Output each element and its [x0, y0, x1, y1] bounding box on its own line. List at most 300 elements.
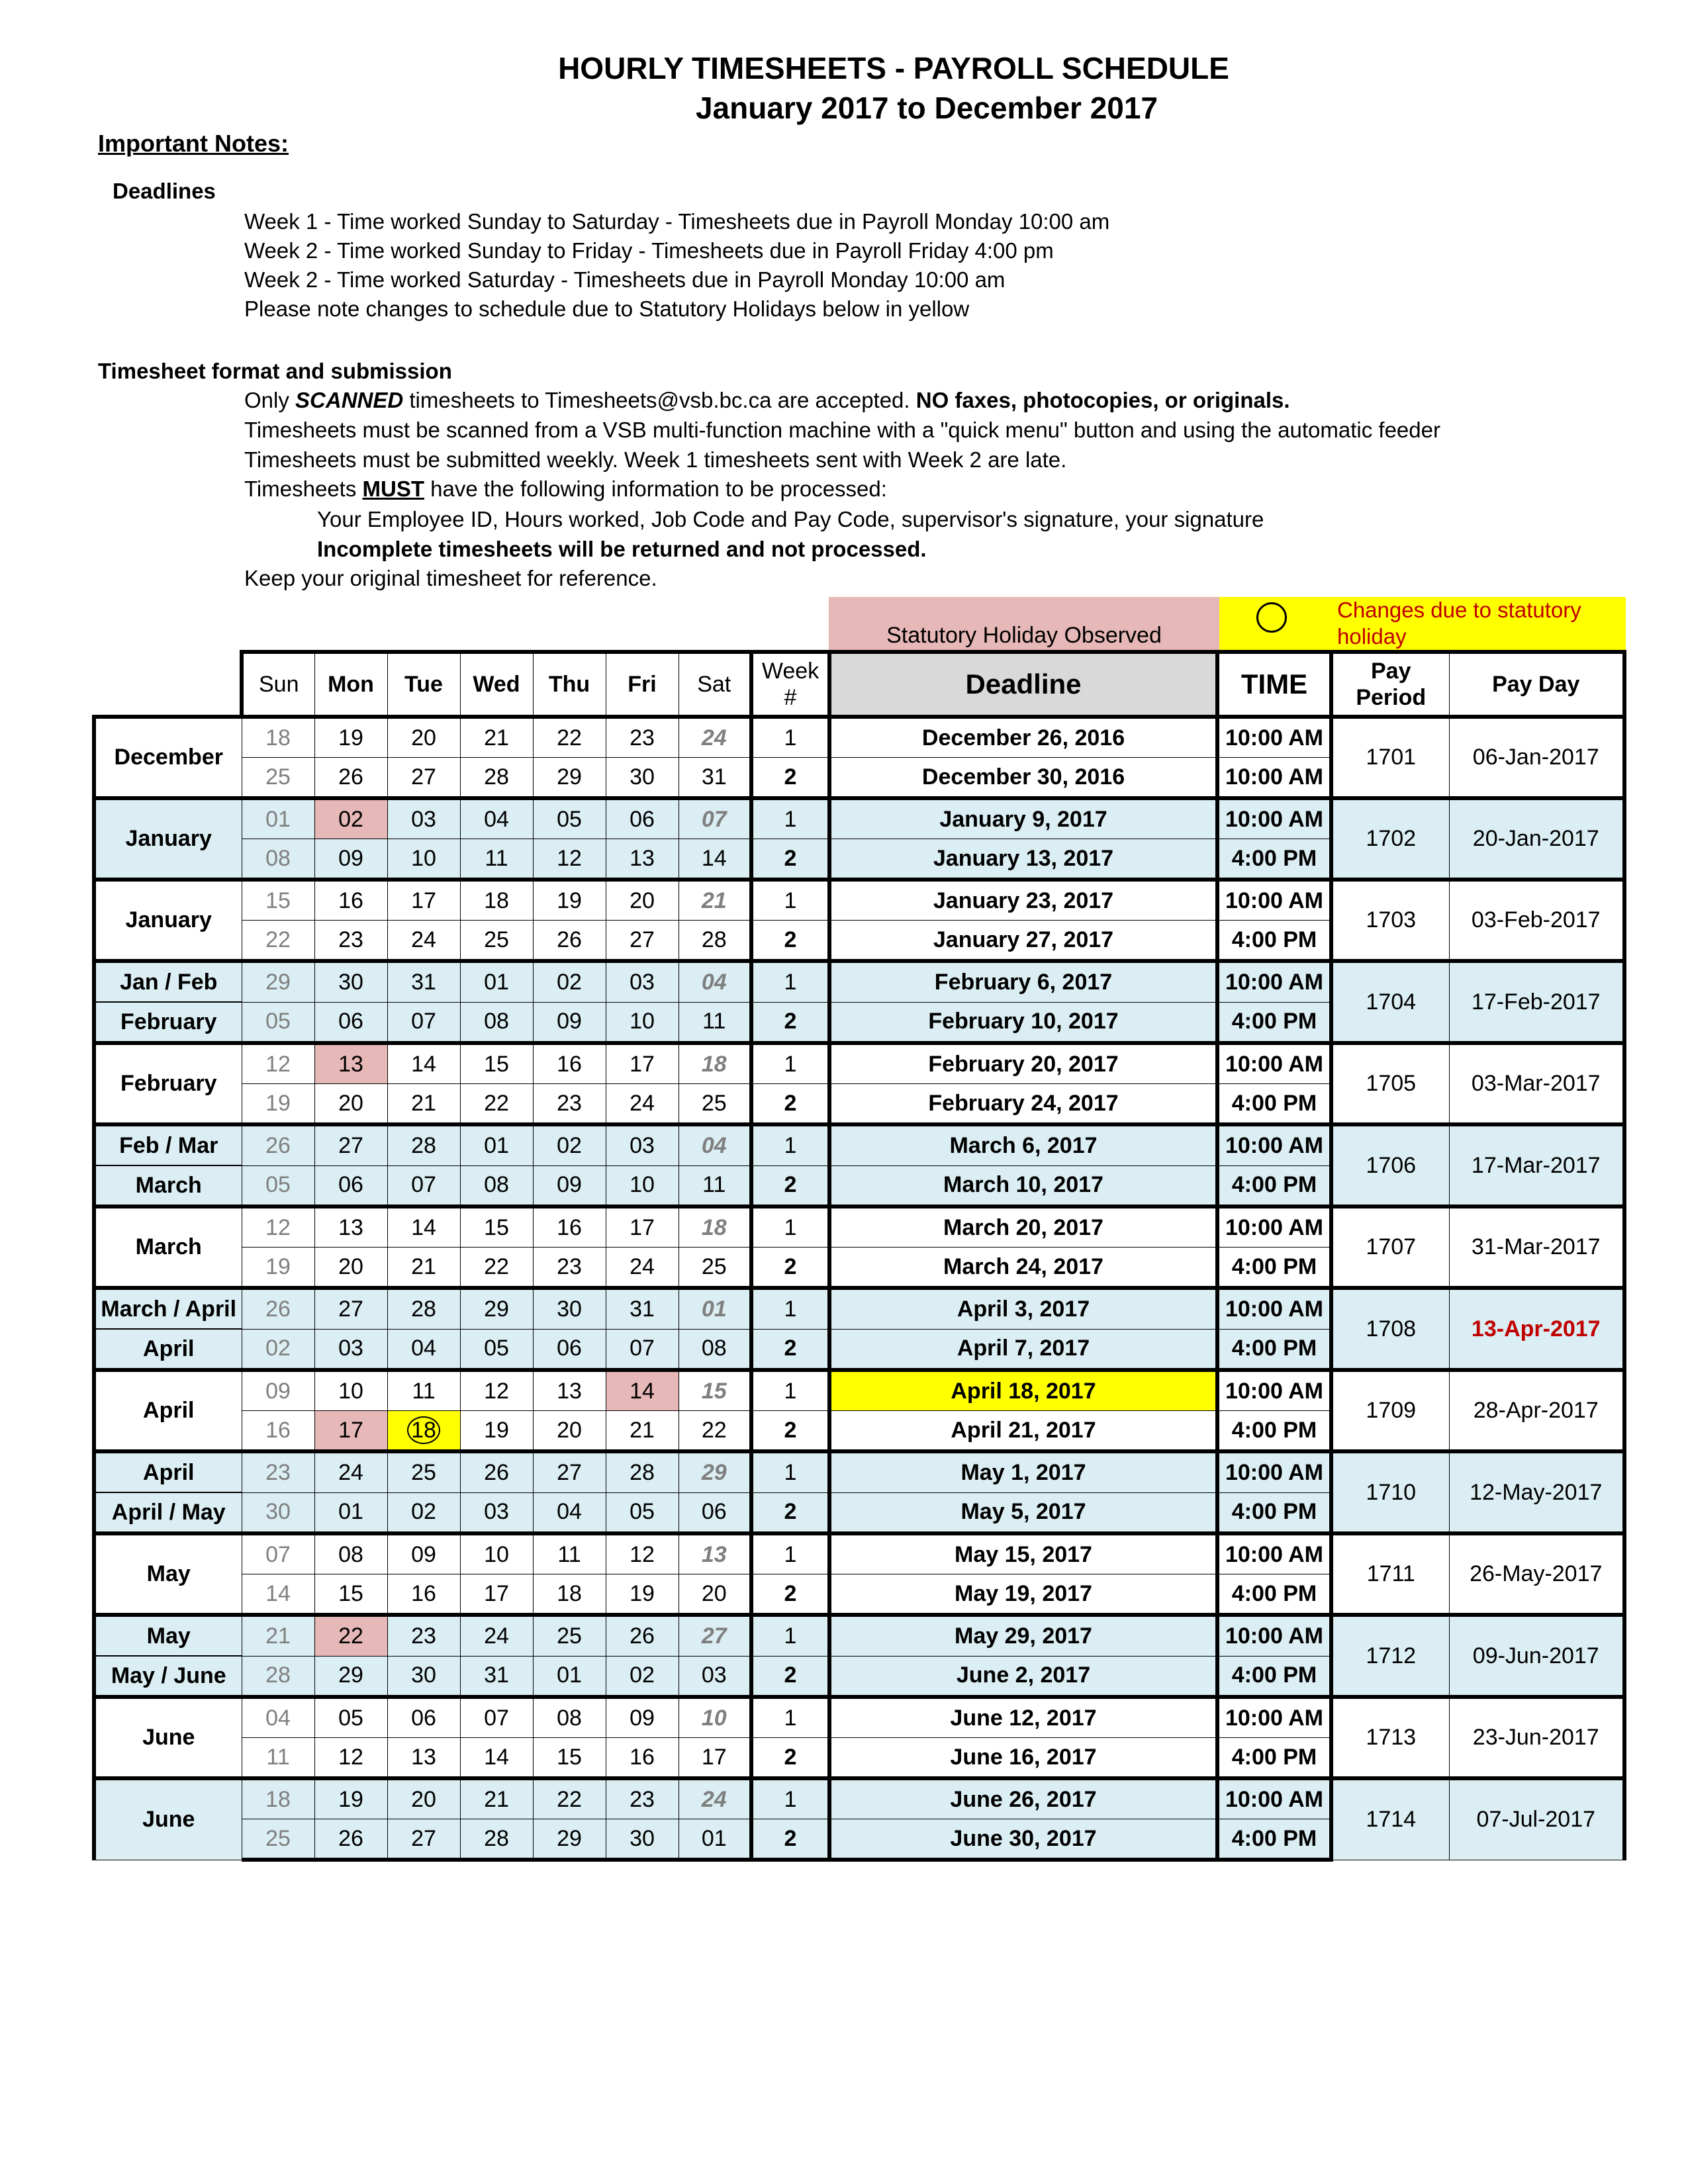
day-cell: 13	[314, 1043, 387, 1084]
day-cell: 18	[679, 1206, 751, 1248]
deadline-time: 4:00 PM	[1217, 1411, 1331, 1452]
notes-heading: Important Notes:	[98, 130, 289, 157]
day-cell: 20	[314, 1084, 387, 1125]
day-cell: 30	[242, 1492, 314, 1533]
table-row	[94, 1615, 1624, 1656]
day-cell: 26	[314, 758, 387, 799]
col-fri: Fri	[606, 652, 679, 717]
pay-period: 1701	[1331, 717, 1449, 798]
day-cell: 19	[533, 880, 606, 921]
col-time: TIME	[1217, 652, 1331, 717]
day-cell: 02	[387, 1492, 460, 1533]
day-cell: 16	[242, 1411, 314, 1452]
deadline-time: 4:00 PM	[1217, 1574, 1331, 1615]
day-cell: 20	[606, 880, 679, 921]
day-cell: 29	[314, 1656, 387, 1697]
deadline-note-2: Week 2 - Time worked Sunday to Friday - Timesheets due in Payroll Friday 4:00 pm	[244, 238, 1054, 263]
deadline-note-1: Week 1 - Time worked Sunday to Saturday - Timesheets due in Payroll Monday 10:00 am	[244, 209, 1110, 234]
day-cell: 29	[460, 1288, 533, 1329]
day-cell: 21	[242, 1615, 314, 1656]
day-cell: 18	[242, 1778, 314, 1819]
day-cell: 17	[606, 1206, 679, 1248]
deadline-time: 10:00 AM	[1217, 1615, 1331, 1656]
table-row	[94, 798, 1624, 839]
day-cell: 10	[460, 1533, 533, 1574]
week-number: 2	[751, 1411, 829, 1452]
pay-period: 1709	[1331, 1370, 1449, 1451]
deadline-date: January 23, 2017	[829, 880, 1217, 921]
col-week: Week #	[751, 652, 829, 717]
week-number: 2	[751, 1248, 829, 1289]
day-cell: 12	[606, 1533, 679, 1574]
day-cell: 31	[460, 1656, 533, 1697]
pay-day: 20-Jan-2017	[1449, 798, 1624, 880]
month-label: March	[94, 1206, 242, 1288]
day-cell: 16	[533, 1043, 606, 1084]
day-cell: 07	[606, 1329, 679, 1370]
day-cell: 07	[242, 1533, 314, 1574]
day-cell: 18	[533, 1574, 606, 1615]
table-row	[94, 1451, 1624, 1492]
deadline-date: April 3, 2017	[829, 1288, 1217, 1329]
day-cell: 21	[606, 1411, 679, 1452]
format-note-1-c: timesheets to Timesheets@vsb.bc.ca are accepted.	[403, 388, 916, 412]
format-note-4-a: Timesheets	[244, 477, 363, 501]
day-cell: 07	[387, 1002, 460, 1043]
week-number: 1	[751, 1043, 829, 1084]
day-cell: 26	[460, 1451, 533, 1492]
week-number: 2	[751, 1492, 829, 1533]
day-cell: 27	[533, 1451, 606, 1492]
day-cell: 16	[533, 1206, 606, 1248]
day-cell: 01	[460, 1124, 533, 1165]
deadline-date: June 2, 2017	[829, 1656, 1217, 1697]
day-cell: 24	[606, 1084, 679, 1125]
month-label: February	[94, 1043, 242, 1124]
pay-period: 1703	[1331, 880, 1449, 961]
day-cell: 05	[460, 1329, 533, 1370]
day-cell: 26	[314, 1819, 387, 1860]
day-cell: 14	[387, 1043, 460, 1084]
day-cell: 06	[314, 1165, 387, 1206]
format-note-4	[244, 477, 887, 502]
deadline-date: June 30, 2017	[829, 1819, 1217, 1860]
day-cell: 23	[314, 921, 387, 962]
day-cell: 13	[606, 839, 679, 880]
day-cell: 08	[242, 839, 314, 880]
pay-day: 03-Mar-2017	[1449, 1043, 1624, 1124]
deadline-time: 10:00 AM	[1217, 758, 1331, 799]
month-label: April	[94, 1370, 242, 1451]
day-cell: 15	[460, 1043, 533, 1084]
day-cell: 20	[387, 1778, 460, 1819]
day-cell: 09	[606, 1697, 679, 1738]
day-cell: 23	[606, 717, 679, 758]
day-cell: 09	[387, 1533, 460, 1574]
day-cell: 13	[679, 1533, 751, 1574]
day-cell: 27	[314, 1124, 387, 1165]
day-cell: 24	[460, 1615, 533, 1656]
col-sat: Sat	[679, 652, 751, 717]
week-number: 2	[751, 1084, 829, 1125]
deadline-time: 10:00 AM	[1217, 717, 1331, 758]
format-note-2: Timesheets must be scanned from a VSB multi-function machine with a "quick menu" button and using the automatic feeder	[244, 418, 1440, 442]
day-cell: 03	[314, 1329, 387, 1370]
table-row	[94, 1370, 1624, 1411]
format-note-7: Keep your original timesheet for reference.	[244, 566, 657, 590]
deadline-time: 10:00 AM	[1217, 961, 1331, 1002]
day-cell: 25	[460, 921, 533, 962]
day-cell: 22	[314, 1615, 387, 1656]
day-cell: 27	[606, 921, 679, 962]
day-cell: 30	[314, 961, 387, 1002]
month-label: April / May	[94, 1492, 242, 1533]
day-cell: 13	[314, 1206, 387, 1248]
day-cell: 01	[679, 1819, 751, 1860]
day-cell: 05	[606, 1492, 679, 1533]
week-number: 1	[751, 961, 829, 1002]
day-cell: 20	[679, 1574, 751, 1615]
table-row	[94, 1288, 1624, 1329]
month-label: May / June	[94, 1656, 242, 1697]
deadline-date: December 30, 2016	[829, 758, 1217, 799]
day-cell: 28	[387, 1288, 460, 1329]
deadline-date: January 27, 2017	[829, 921, 1217, 962]
deadline-time: 4:00 PM	[1217, 1819, 1331, 1860]
week-number: 1	[751, 1206, 829, 1248]
month-label: January	[94, 798, 242, 880]
day-cell: 09	[533, 1002, 606, 1043]
day-cell: 29	[242, 961, 314, 1002]
day-cell: 22	[460, 1084, 533, 1125]
day-cell: 11	[679, 1165, 751, 1206]
day-cell: 10	[679, 1697, 751, 1738]
deadline-time: 4:00 PM	[1217, 921, 1331, 962]
deadline-date: June 12, 2017	[829, 1697, 1217, 1738]
format-note-6: Incomplete timesheets will be returned and not processed.	[317, 537, 927, 561]
month-label: April	[94, 1329, 242, 1370]
pay-day: 13-Apr-2017	[1449, 1288, 1624, 1370]
format-heading: Timesheet format and submission	[98, 359, 452, 383]
month-label: April	[94, 1451, 242, 1492]
day-cell: 14	[460, 1738, 533, 1779]
week-number: 1	[751, 717, 829, 758]
week-number: 2	[751, 1656, 829, 1697]
day-cell: 26	[606, 1615, 679, 1656]
day-cell: 23	[606, 1778, 679, 1819]
pay-day: 23-Jun-2017	[1449, 1697, 1624, 1778]
day-cell: 09	[314, 839, 387, 880]
day-cell: 12	[242, 1043, 314, 1084]
table-row	[94, 1778, 1624, 1819]
day-cell: 08	[314, 1533, 387, 1574]
day-cell: 11	[679, 1002, 751, 1043]
day-cell: 27	[387, 1819, 460, 1860]
day-cell: 05	[242, 1165, 314, 1206]
pay-day: 28-Apr-2017	[1449, 1370, 1624, 1451]
day-cell: 19	[242, 1248, 314, 1289]
day-cell	[387, 1411, 460, 1452]
deadline-time: 4:00 PM	[1217, 839, 1331, 880]
week-number: 1	[751, 880, 829, 921]
day-cell: 10	[606, 1002, 679, 1043]
day-cell: 07	[679, 798, 751, 839]
day-cell: 09	[242, 1370, 314, 1411]
month-label: May	[94, 1533, 242, 1615]
day-cell: 06	[314, 1002, 387, 1043]
day-cell: 16	[606, 1738, 679, 1779]
deadline-date: April 18, 2017	[829, 1370, 1217, 1411]
table-row	[94, 1697, 1624, 1738]
day-cell: 21	[460, 717, 533, 758]
day-cell: 11	[460, 839, 533, 880]
month-label: December	[94, 717, 242, 798]
week-number: 1	[751, 1615, 829, 1656]
day-cell: 15	[679, 1370, 751, 1411]
week-number: 1	[751, 1288, 829, 1329]
pay-period: 1707	[1331, 1206, 1449, 1288]
day-cell: 12	[314, 1738, 387, 1779]
week-number: 2	[751, 1574, 829, 1615]
payroll-schedule-table	[92, 650, 1626, 1862]
day-cell: 18	[242, 717, 314, 758]
day-cell: 26	[242, 1288, 314, 1329]
day-cell: 29	[679, 1451, 751, 1492]
week-number: 1	[751, 1370, 829, 1411]
deadline-date: May 15, 2017	[829, 1533, 1217, 1574]
deadline-date: May 19, 2017	[829, 1574, 1217, 1615]
day-cell: 15	[533, 1738, 606, 1779]
day-cell: 31	[606, 1288, 679, 1329]
day-cell: 03	[606, 961, 679, 1002]
day-cell: 05	[533, 798, 606, 839]
day-cell: 27	[679, 1615, 751, 1656]
deadline-date: March 10, 2017	[829, 1165, 1217, 1206]
deadline-note-4: Please note changes to schedule due to Statutory Holidays below in yellow	[244, 296, 970, 321]
deadline-time: 10:00 AM	[1217, 1451, 1331, 1492]
day-cell: 04	[679, 961, 751, 1002]
day-cell: 28	[460, 1819, 533, 1860]
deadline-date: June 16, 2017	[829, 1738, 1217, 1779]
deadline-date: May 1, 2017	[829, 1451, 1217, 1492]
day-cell: 31	[387, 961, 460, 1002]
day-cell: 24	[606, 1248, 679, 1289]
day-cell: 26	[533, 921, 606, 962]
deadline-time: 10:00 AM	[1217, 1533, 1331, 1574]
day-cell: 22	[679, 1411, 751, 1452]
deadline-time: 4:00 PM	[1217, 1329, 1331, 1370]
day-cell: 07	[460, 1697, 533, 1738]
day-cell: 18	[460, 880, 533, 921]
day-cell: 28	[387, 1124, 460, 1165]
col-pay-day: Pay Day	[1449, 652, 1624, 717]
deadline-time: 10:00 AM	[1217, 1043, 1331, 1084]
deadline-time: 4:00 PM	[1217, 1165, 1331, 1206]
format-note-4-c: have the following information to be processed:	[424, 477, 887, 501]
pay-period: 1706	[1331, 1124, 1449, 1206]
deadline-time: 4:00 PM	[1217, 1002, 1331, 1043]
col-sun: Sun	[242, 652, 314, 717]
format-note-3: Timesheets must be submitted weekly. Week 1 timesheets sent with Week 2 are late.	[244, 447, 1067, 472]
month-label: Feb / Mar	[94, 1124, 242, 1165]
deadline-date: February 10, 2017	[829, 1002, 1217, 1043]
day-cell: 01	[679, 1288, 751, 1329]
day-cell: 24	[679, 717, 751, 758]
day-cell: 04	[460, 798, 533, 839]
day-cell: 10	[606, 1165, 679, 1206]
day-cell: 25	[533, 1615, 606, 1656]
month-label: March	[94, 1165, 242, 1206]
day-cell: 09	[533, 1165, 606, 1206]
deadline-date: March 24, 2017	[829, 1248, 1217, 1289]
day-cell: 29	[533, 1819, 606, 1860]
day-cell: 04	[679, 1124, 751, 1165]
week-number: 1	[751, 1778, 829, 1819]
day-cell: 10	[314, 1370, 387, 1411]
format-note-5: Your Employee ID, Hours worked, Job Code and Pay Code, supervisor's signature, your signature	[317, 507, 1264, 531]
month-label: Jan / Feb	[94, 961, 242, 1002]
pay-day: 17-Mar-2017	[1449, 1124, 1624, 1206]
pay-day: 09-Jun-2017	[1449, 1615, 1624, 1697]
pay-period: 1705	[1331, 1043, 1449, 1124]
week-number: 2	[751, 1165, 829, 1206]
deadline-time: 10:00 AM	[1217, 798, 1331, 839]
month-label: February	[94, 1002, 242, 1043]
day-cell: 05	[242, 1002, 314, 1043]
day-cell: 25	[242, 1819, 314, 1860]
day-cell: 02	[606, 1656, 679, 1697]
deadline-time: 4:00 PM	[1217, 1738, 1331, 1779]
day-cell: 06	[606, 798, 679, 839]
day-cell: 25	[679, 1248, 751, 1289]
day-cell: 22	[533, 717, 606, 758]
pay-day: 17-Feb-2017	[1449, 961, 1624, 1043]
day-cell: 24	[679, 1778, 751, 1819]
legend-holiday: Statutory Holiday Observed	[829, 597, 1219, 650]
day-cell: 13	[387, 1738, 460, 1779]
day-cell: 23	[533, 1248, 606, 1289]
day-cell: 11	[533, 1533, 606, 1574]
day-cell: 14	[679, 839, 751, 880]
week-number: 1	[751, 798, 829, 839]
day-cell: 11	[242, 1738, 314, 1779]
day-cell: 14	[242, 1574, 314, 1615]
day-cell: 27	[387, 758, 460, 799]
day-cell: 12	[460, 1370, 533, 1411]
day-cell: 31	[679, 758, 751, 799]
day-cell: 25	[242, 758, 314, 799]
day-cell: 22	[533, 1778, 606, 1819]
month-label: May	[94, 1615, 242, 1656]
day-cell: 20	[387, 717, 460, 758]
day-cell: 12	[242, 1206, 314, 1248]
day-cell: 03	[606, 1124, 679, 1165]
day-cell: 02	[533, 961, 606, 1002]
deadline-date: January 9, 2017	[829, 798, 1217, 839]
day-cell: 01	[533, 1656, 606, 1697]
page-title: HOURLY TIMESHEETS - PAYROLL SCHEDULE	[558, 51, 1229, 85]
pay-period: 1712	[1331, 1615, 1449, 1697]
week-number: 2	[751, 839, 829, 880]
deadline-time: 10:00 AM	[1217, 1124, 1331, 1165]
day-cell: 28	[460, 758, 533, 799]
pay-period: 1714	[1331, 1778, 1449, 1860]
day-cell: 19	[242, 1084, 314, 1125]
format-note-1-scanned: SCANNED	[295, 388, 404, 412]
pay-day: 12-May-2017	[1449, 1451, 1624, 1533]
deadline-date: February 6, 2017	[829, 961, 1217, 1002]
day-cell: 08	[679, 1329, 751, 1370]
day-cell: 03	[460, 1492, 533, 1533]
deadline-date: March 20, 2017	[829, 1206, 1217, 1248]
day-cell: 30	[387, 1656, 460, 1697]
day-cell: 28	[679, 921, 751, 962]
week-number: 1	[751, 1124, 829, 1165]
deadline-time: 10:00 AM	[1217, 1778, 1331, 1819]
day-cell: 17	[460, 1574, 533, 1615]
day-cell: 08	[460, 1002, 533, 1043]
format-note-1-a: Only	[244, 388, 296, 412]
day-cell: 06	[679, 1492, 751, 1533]
day-cell: 14	[606, 1370, 679, 1411]
day-cell: 29	[533, 758, 606, 799]
day-cell: 19	[606, 1574, 679, 1615]
day-cell: 03	[387, 798, 460, 839]
day-cell: 19	[460, 1411, 533, 1452]
table-header	[94, 652, 1624, 717]
deadline-time: 4:00 PM	[1217, 1492, 1331, 1533]
day-cell: 26	[242, 1124, 314, 1165]
week-number: 2	[751, 1738, 829, 1779]
day-cell: 21	[387, 1084, 460, 1125]
pay-day: 26-May-2017	[1449, 1533, 1624, 1615]
day-cell: 21	[387, 1248, 460, 1289]
legend-changes: Changes due to statutory holiday	[1337, 598, 1581, 649]
day-cell: 04	[387, 1329, 460, 1370]
day-cell: 23	[387, 1615, 460, 1656]
deadlines-heading: Deadlines	[113, 179, 216, 203]
day-cell: 10	[387, 839, 460, 880]
day-cell: 21	[460, 1778, 533, 1819]
day-cell: 14	[387, 1206, 460, 1248]
day-cell: 19	[314, 717, 387, 758]
day-cell: 22	[242, 921, 314, 962]
deadline-date: May 29, 2017	[829, 1615, 1217, 1656]
pay-period: 1710	[1331, 1451, 1449, 1533]
day-cell: 30	[533, 1288, 606, 1329]
day-cell: 20	[533, 1411, 606, 1452]
deadline-time: 4:00 PM	[1217, 1656, 1331, 1697]
deadline-time: 4:00 PM	[1217, 1248, 1331, 1289]
day-cell: 17	[314, 1411, 387, 1452]
deadline-time: 10:00 AM	[1217, 1206, 1331, 1248]
deadline-note-3: Week 2 - Time worked Saturday - Timesheets due in Payroll Monday 10:00 am	[244, 267, 1006, 292]
day-cell: 20	[314, 1248, 387, 1289]
deadline-time: 4:00 PM	[1217, 1084, 1331, 1125]
day-cell: 15	[460, 1206, 533, 1248]
day-cell: 07	[387, 1165, 460, 1206]
day-cell: 06	[533, 1329, 606, 1370]
pay-period: 1711	[1331, 1533, 1449, 1615]
day-cell: 17	[679, 1738, 751, 1779]
day-cell: 17	[387, 880, 460, 921]
day-cell: 24	[314, 1451, 387, 1492]
week-number: 2	[751, 1819, 829, 1860]
header-blank	[94, 652, 242, 717]
deadline-date: April 21, 2017	[829, 1411, 1217, 1452]
month-label: January	[94, 880, 242, 961]
table-row	[94, 717, 1624, 758]
